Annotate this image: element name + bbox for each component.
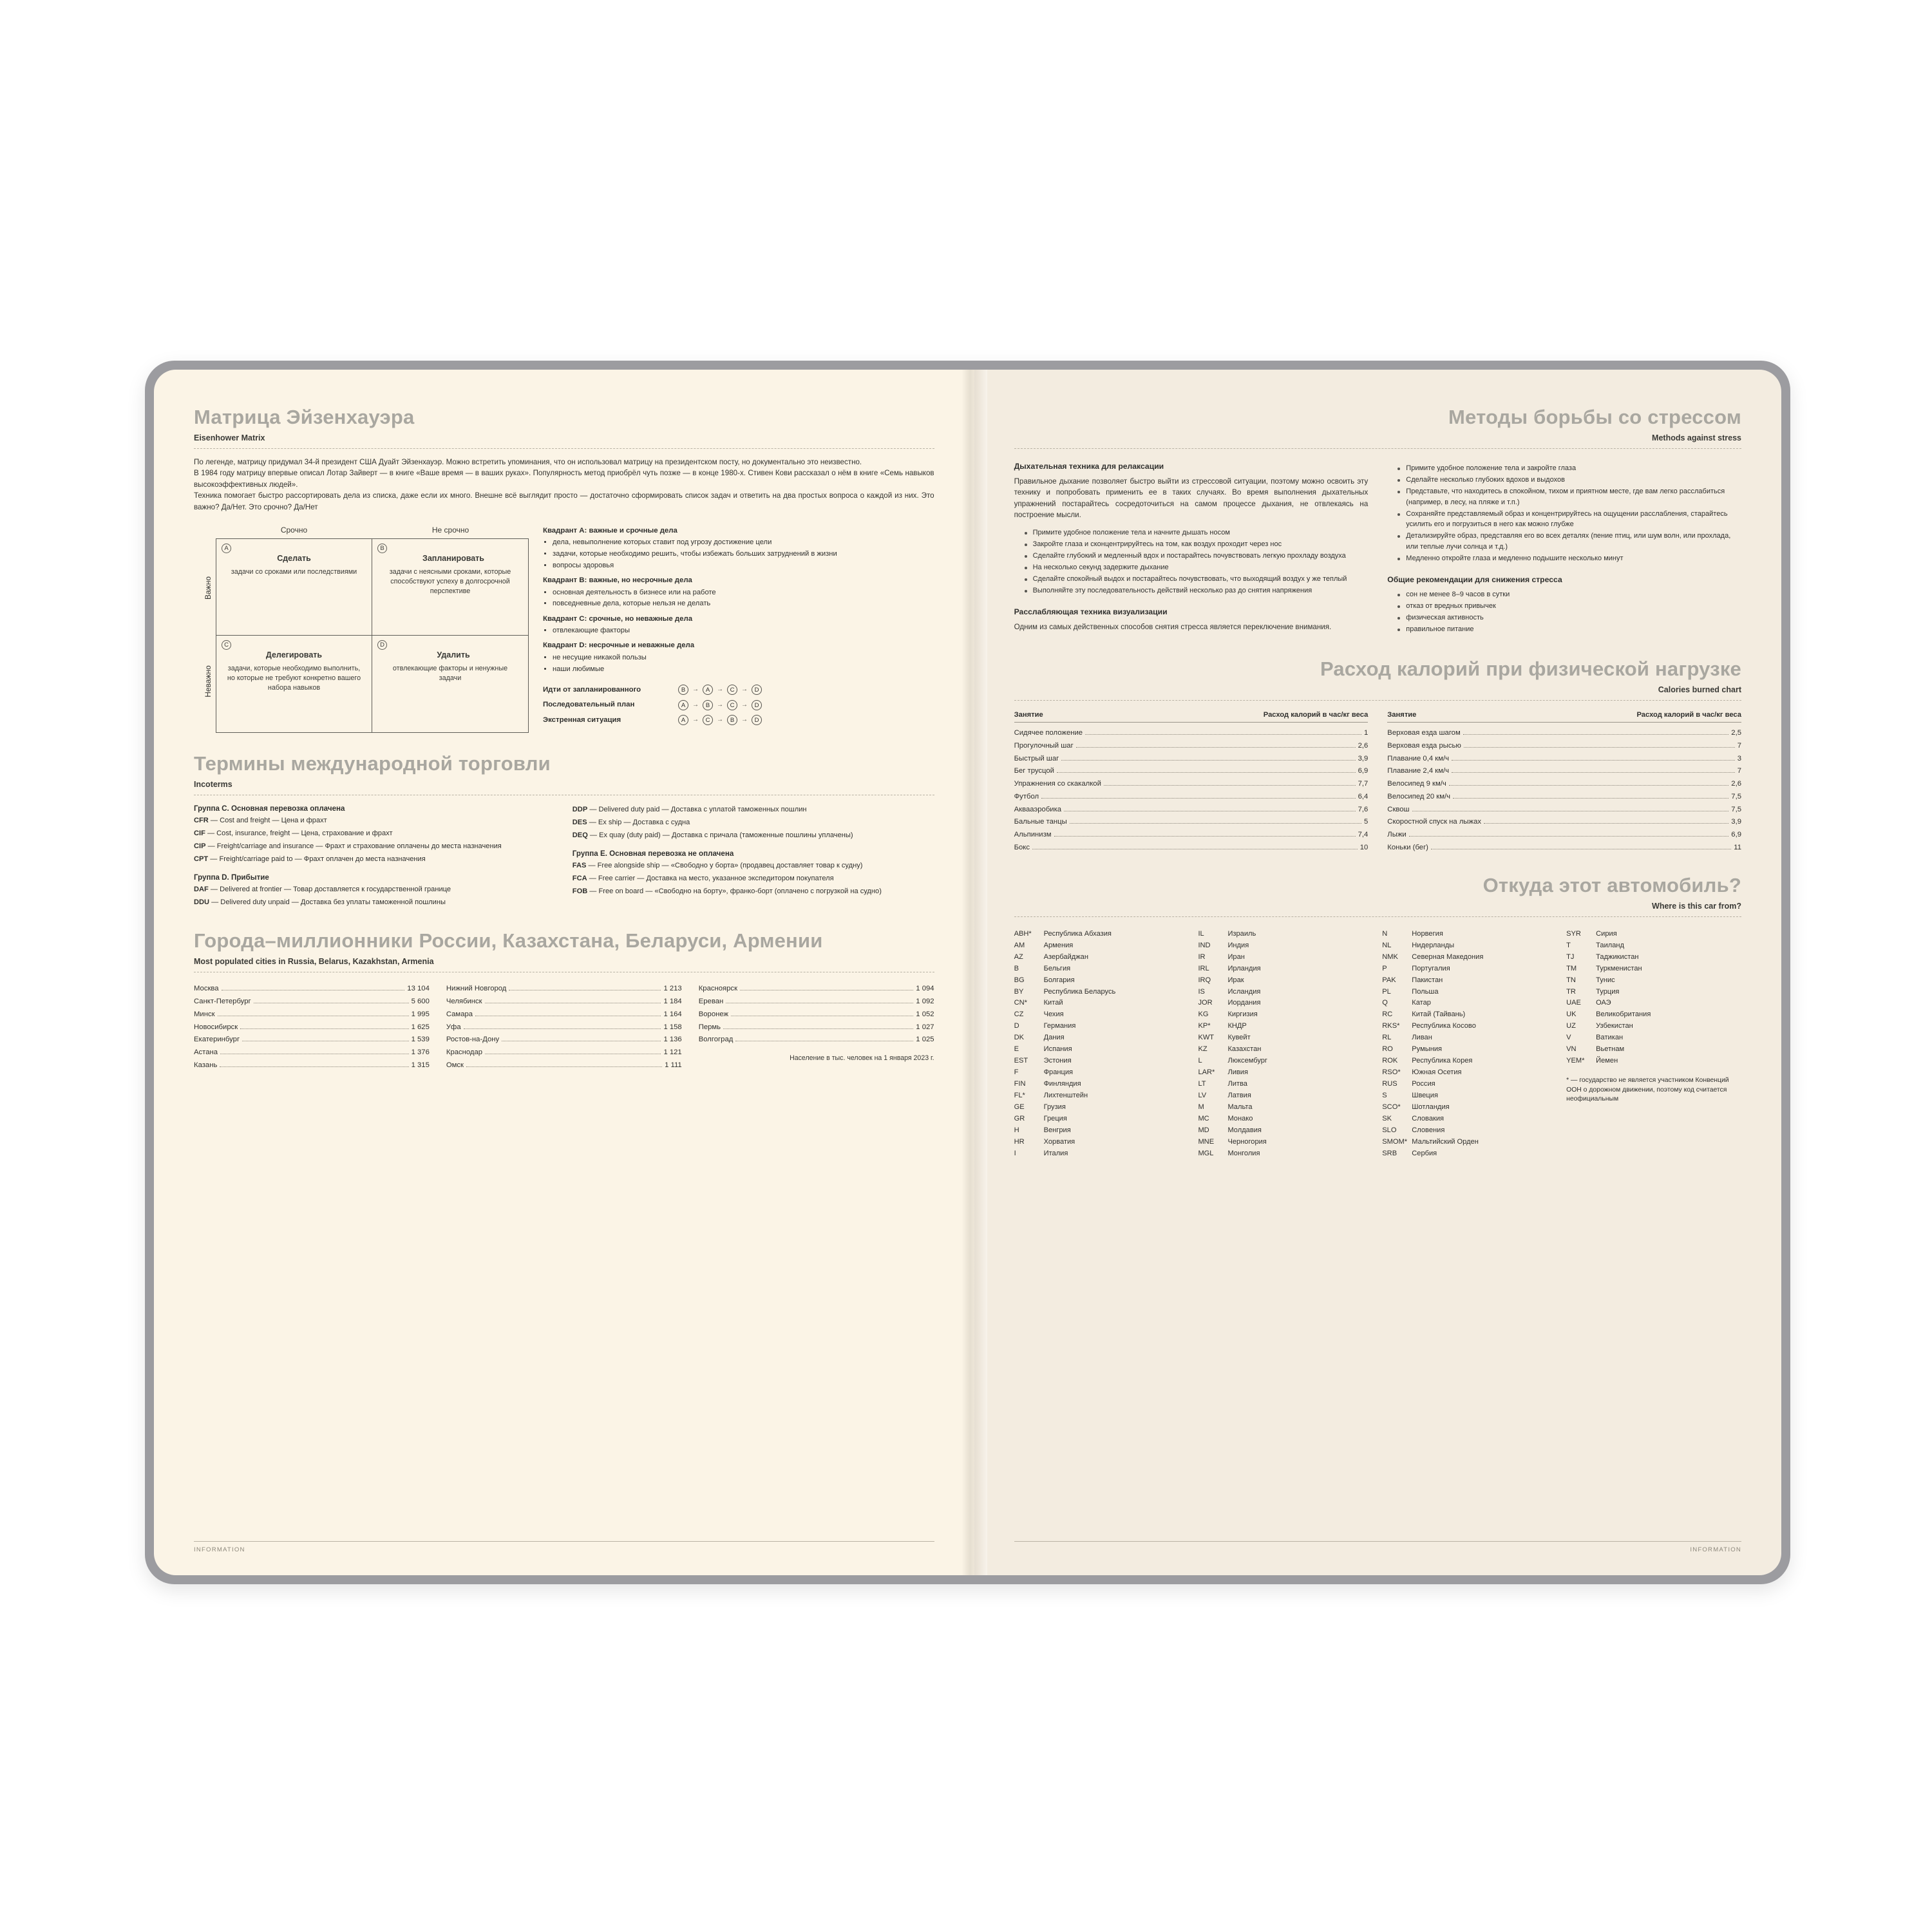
section-eisenhower: [194, 406, 934, 733]
term-abbr: FAS: [572, 862, 587, 870]
list-item: отказ от вредных привычек: [1397, 601, 1741, 612]
flow-node: A: [703, 685, 713, 695]
intro-paragraph-3: Техника помогает быстро рассортировать дела из списка, даже если их много. Внешне всё выглядит просто — достаточно сформировать список задач и ответить на два простых вопроса о каждой из них. Это важно? Да/Нет. Это срочно? Да/Нет: [194, 491, 934, 511]
flow-row: [543, 715, 934, 726]
section-car-codes: [1014, 874, 1741, 1160]
term-text: — Free alongside ship — «Свободно у борта» (продавец доставляет товар к судну): [586, 862, 863, 870]
list-item: Выполняйте эту последовательность действий несколько раз до снятия напряжения: [1025, 585, 1368, 596]
list-item: LT Литва: [1198, 1080, 1247, 1088]
car-codes-column-2: [1198, 929, 1373, 1160]
visualization-intro: Одним из самых действенных способов снятия стресса является переключение внимания.: [1014, 623, 1332, 632]
term-text: — Delivered at frontier — Товар доставляется к государственной границе: [208, 886, 451, 894]
calories-title: Расход калорий при физической нагрузке: [1320, 658, 1741, 680]
list-item: Нижний Новгород 1 213: [446, 985, 682, 993]
list-item: UK Великобритания: [1566, 1010, 1651, 1019]
table-row: Велосипед 20 км/ч 7,5: [1387, 792, 1741, 800]
car-codes-column-3: [1382, 929, 1557, 1160]
cities-column-2: [446, 983, 682, 1072]
table-row: Сидячее положение 1: [1014, 729, 1368, 737]
list-item: TR Турция: [1566, 987, 1620, 996]
term-cip: [194, 841, 556, 851]
incoterms-subtitle: Incoterms: [194, 779, 232, 789]
intro-paragraph-1: По легенде, матрицу придумал 34-й президент США Дуайт Эйзенхауэр. Можно встретить упоминания, что он использовал матрицу на президентском посту, но документально это неизвестно.: [194, 458, 862, 466]
list-item: SMOM* Мальтийский Орден: [1382, 1138, 1479, 1146]
list-item: IR Иран: [1198, 952, 1245, 961]
term-fob: [573, 886, 934, 896]
flow-node: D: [752, 715, 762, 725]
list-item: FL* Лихтенштейн: [1014, 1092, 1088, 1100]
matrix-tag-b: B: [377, 544, 387, 553]
list-item: • отвлекающие факторы: [553, 625, 934, 636]
flow-label: Экстренная ситуация: [543, 716, 621, 724]
left-page-footer: INFORMATION: [194, 1541, 934, 1553]
list-item: физическая активность: [1397, 612, 1741, 623]
list-item: Екатеринбург 1 539: [194, 1036, 430, 1044]
stress-title: Методы борьбы со стрессом: [1448, 406, 1741, 428]
visualization-list: [1387, 463, 1741, 564]
quadrant-descriptions: [543, 526, 934, 733]
flow-node: A: [678, 715, 688, 725]
list-item: • не несущие никакой пользы: [553, 652, 934, 663]
term-cfr: [194, 815, 556, 826]
list-item: IL Израиль: [1198, 929, 1256, 938]
list-item: На несколько секунд задержите дыхание: [1025, 562, 1368, 573]
table-row: Плавание 2,4 км/ч 7: [1387, 767, 1741, 775]
term-ddp: [573, 804, 934, 815]
cities-subtitle: Most populated cities in Russia, Belarus, Kazakhstan, Armenia: [194, 957, 434, 967]
term-abbr: CFR: [194, 816, 209, 824]
table-row: Лыжи 6,9: [1387, 831, 1741, 839]
list-item: L Люксембург: [1198, 1057, 1267, 1065]
list-item: D Германия: [1014, 1022, 1076, 1030]
pages-container: [154, 370, 1781, 1575]
term-text: — Delivered duty paid — Доставка с уплатой таможенных пошлин: [587, 805, 807, 813]
list-item: VN Вьетнам: [1566, 1045, 1625, 1054]
list-item: Закройте глаза и сконцентрируйтесь на том, как воздух проходит через нос: [1025, 539, 1368, 550]
divider: [194, 448, 934, 449]
cars-footnote: * — государство не является участником Конвенций ООН о дорожном движении, поэтому код считается неофициальным: [1566, 1077, 1729, 1103]
list-item: Минск 1 995: [194, 1010, 430, 1018]
table-row: Бег трусцой 6,9: [1014, 767, 1368, 775]
table-row: Футбол 6,4: [1014, 792, 1368, 800]
term-text: — Ex ship — Доставка с судна: [587, 819, 690, 827]
list-item: Москва 13 104: [194, 985, 430, 993]
matrix-col-header-not-urgent: Не срочно: [431, 525, 469, 535]
list-item: HR Хорватия: [1014, 1138, 1075, 1146]
arrow-icon: →: [717, 701, 723, 708]
list-item: UZ Узбекистан: [1566, 1022, 1633, 1030]
car-codes-column-1: [1014, 929, 1189, 1160]
list-item: SRB Сербия: [1382, 1150, 1437, 1158]
table-row: Верховая езда рысью 7: [1387, 741, 1741, 750]
list-item: Детализируйте образ, представляя его во всех деталях (пение птиц, или шум волн, или прохлада, или теплые лучи солнца и т.д.): [1397, 531, 1741, 552]
list-item: M Мальта: [1198, 1103, 1253, 1112]
list-item: CN* Китай: [1014, 999, 1063, 1007]
list-item: AM Армения: [1014, 941, 1074, 949]
list-item: Q Катар: [1382, 999, 1431, 1007]
list-item: V Ватикан: [1566, 1034, 1624, 1042]
term-abbr: DDU: [194, 898, 210, 907]
term-text: — Free on board — «Свободно на борту», франко-борт (оплачено с погрузкой на судно): [587, 887, 882, 896]
column-header-activity: Занятие: [1014, 711, 1043, 719]
list-item: Воронеж 1 052: [698, 1010, 934, 1018]
notebook-spread: [145, 361, 1790, 1584]
list-item: DK Дания: [1014, 1034, 1065, 1042]
list-item: MC Монако: [1198, 1115, 1253, 1123]
arrow-icon: →: [692, 685, 699, 693]
list-item: LAR* Ливия: [1198, 1068, 1249, 1077]
list-item: MGL Монголия: [1198, 1150, 1260, 1158]
list-item: Примите удобное положение тела и начните дышать носом: [1025, 527, 1368, 538]
section-cities: [194, 929, 934, 1072]
list-item: S Швеция: [1382, 1092, 1438, 1100]
incoterms-group-e: Группа E. Основная перевозка не оплачена: [572, 849, 734, 858]
calories-column-2: [1387, 711, 1741, 855]
list-item: • повседневные дела, которые нельзя не делать: [553, 598, 934, 609]
term-deq: [573, 830, 934, 840]
flow-node: C: [703, 715, 713, 725]
term-fas: [573, 860, 934, 871]
term-abbr: DES: [572, 819, 587, 827]
arrow-icon: →: [741, 701, 748, 708]
list-item: Астана 1 376: [194, 1048, 430, 1057]
list-item: FIN Финляндия: [1014, 1080, 1081, 1088]
list-item: SLO Словения: [1382, 1126, 1445, 1135]
table-row: Аквааэробика 7,6: [1014, 805, 1368, 813]
list-item: Сделайте спокойный выдох и постарайтесь почувствовать, что выходящий воздух у же теплый: [1025, 574, 1368, 585]
matrix-tag-d: D: [377, 640, 387, 650]
general-list: [1387, 589, 1741, 635]
table-row: Плавание 0,4 км/ч 3: [1387, 754, 1741, 762]
matrix-row-headers: [194, 538, 216, 733]
section-incoterms: [194, 752, 934, 910]
list-item: • наши любимые: [553, 664, 934, 674]
list-item: Самара 1 164: [446, 1010, 682, 1018]
list-item: P Португалия: [1382, 964, 1450, 972]
breathing-list: [1014, 527, 1368, 596]
divider: [1014, 448, 1741, 449]
matrix-cell-b-title: Запланировать: [422, 553, 484, 563]
car-codes-column-4: [1566, 929, 1741, 1160]
list-item: EST Эстония: [1014, 1057, 1072, 1065]
list-item: RSO* Южная Осетия: [1382, 1068, 1462, 1077]
term-text: — Delivered duty unpaid — Доставка без уплаты таможенной пошлины: [209, 898, 446, 907]
arrow-icon: →: [717, 685, 723, 693]
quadrant-c-head: Квадрант C: срочные, но неважные дела: [543, 614, 693, 623]
list-item: Казань 1 315: [194, 1061, 430, 1070]
table-row: Верховая езда шагом 2,5: [1387, 729, 1741, 737]
term-daf: [194, 884, 556, 895]
list-item: SK Словакия: [1382, 1115, 1444, 1123]
term-cpt: [194, 854, 556, 864]
list-item: Новосибирск 1 625: [194, 1023, 430, 1031]
term-fca: [573, 873, 934, 884]
right-page-footer: INFORMATION: [1014, 1541, 1741, 1553]
matrix-tag-a: A: [222, 544, 231, 553]
list-item: KWT Кувейт: [1198, 1034, 1251, 1042]
list-item: Сделайте глубокий и медленный вдох и постарайтесь почувствовать легкую прохладу воздуха: [1025, 551, 1368, 562]
table-row: Бокс 10: [1014, 843, 1368, 851]
divider: [1014, 700, 1741, 701]
list-item: KZ Казахстан: [1198, 1045, 1262, 1054]
matrix-col-header-urgent: Срочно: [280, 525, 308, 535]
flow-node: B: [727, 715, 737, 725]
list-item: H Венгрия: [1014, 1126, 1071, 1135]
quadrant-a-head: Квадрант A: важные и срочные дела: [543, 526, 677, 535]
matrix-cell-c: [216, 636, 372, 732]
matrix-cell-c-title: Делегировать: [265, 650, 323, 659]
matrix-row-header-not-important: Неважно: [204, 665, 213, 697]
list-item: T Таиланд: [1566, 941, 1625, 949]
list-item: Краснодар 1 121: [446, 1048, 682, 1057]
column-header-value: Расход калорий в час/кг веса: [1636, 711, 1741, 719]
list-item: SCO* Шотландия: [1382, 1103, 1450, 1112]
list-item: SYR Сирия: [1566, 929, 1617, 938]
list-item: F Франция: [1014, 1068, 1074, 1077]
stress-subtitle: Methods against stress: [1652, 433, 1741, 442]
flow-node: D: [752, 685, 762, 695]
list-item: IRQ Ирак: [1198, 976, 1244, 984]
term-des: [573, 817, 934, 828]
incoterms-group-c: Группа C. Основная перевозка оплачена: [194, 804, 345, 813]
list-item: IRL Ирландия: [1198, 964, 1261, 972]
list-item: ABH* Республика Абхазия: [1014, 929, 1112, 938]
list-item: • вопросы здоровья: [553, 560, 934, 571]
matrix-cell-c-text: задачи, которые необходимо выполнить, но которые не требуют конкретно вашего набора навыков: [227, 665, 361, 692]
table-row: Упражнения со скакалкой 7,7: [1014, 780, 1368, 788]
list-item: • дела, невыполнение которых ставит под угрозу достижение цели: [553, 537, 934, 547]
flow-label: Идти от запланированного: [543, 685, 641, 694]
term-abbr: CIP: [194, 842, 206, 851]
list-item: UAE ОАЭ: [1566, 999, 1611, 1007]
list-item: N Норвегия: [1382, 929, 1443, 938]
list-item: • задачи, которые необходимо решить, чтобы избежать больших затруднений в жизни: [553, 549, 934, 559]
cities-column-1: [194, 983, 430, 1072]
list-item: I Италия: [1014, 1150, 1068, 1158]
term-text: — Freight/carriage paid to — Фрахт оплачен до места назначения: [208, 855, 426, 864]
table-row: Коньки (бег) 11: [1387, 843, 1741, 851]
flow-node: C: [727, 700, 737, 710]
list-item: сон не менее 8–9 часов в сутки: [1397, 589, 1741, 600]
section-stress: [1014, 406, 1741, 636]
term-abbr: DDP: [572, 805, 588, 813]
list-item: Ростов-на-Дону 1 136: [446, 1036, 682, 1044]
list-item: RKS* Республика Косово: [1382, 1022, 1476, 1030]
flow-node: B: [678, 685, 688, 695]
list-item: B Бельгия: [1014, 964, 1071, 972]
list-item: E Испания: [1014, 1045, 1072, 1054]
quadrant-d-head: Квадрант D: несрочные и неважные дела: [543, 641, 695, 650]
table-row: Быстрый шаг 3,9: [1014, 754, 1368, 762]
term-text: — Cost, insurance, freight — Цена, страхование и фрахт: [205, 829, 393, 838]
quadrant-b-head: Квадрант B: важные, но несрочные дела: [543, 576, 692, 585]
flow-node: A: [678, 700, 688, 710]
term-ddu: [194, 897, 556, 907]
incoterms-group-d: Группа D. Прибытие: [194, 873, 269, 882]
list-item: IS Исландия: [1198, 987, 1261, 996]
term-abbr: CPT: [194, 855, 209, 864]
table-row: Скоростной спуск на лыжах 3,9: [1387, 818, 1741, 826]
term-text: — Ex quay (duty paid) — Доставка с причала (таможенные пошлины уплачены): [587, 831, 853, 840]
cities-note: Население в тыс. человек на 1 января 2023 г.: [790, 1054, 934, 1063]
visualization-heading: Расслабляющая техника визуализации: [1014, 607, 1168, 617]
list-item: Представьте, что находитесь в спокойном, тихом и приятном месте, где вам легко расслабиться (например, в лесу, на пляже и т.п.): [1397, 486, 1741, 507]
list-item: GR Греция: [1014, 1115, 1067, 1123]
matrix-tag-c: C: [222, 640, 231, 650]
list-item: правильное питание: [1397, 624, 1741, 635]
list-item: RUS Россия: [1382, 1080, 1435, 1088]
list-item: NL Нидерланды: [1382, 941, 1455, 949]
matrix-cell-a: [216, 539, 372, 636]
calories-subtitle: Calories burned chart: [1658, 685, 1741, 694]
list-item: Ереван 1 092: [698, 998, 934, 1006]
term-abbr: FOB: [572, 887, 588, 896]
list-item: RO Румыния: [1382, 1045, 1443, 1054]
list-item: MNE Черногория: [1198, 1138, 1267, 1146]
cars-subtitle: Where is this car from?: [1652, 901, 1741, 911]
arrow-icon: →: [692, 701, 699, 708]
list-item: AZ Азербайджан: [1014, 952, 1088, 961]
matrix-row-header-important: Важно: [204, 576, 213, 600]
general-heading: Общие рекомендации для снижения стресса: [1387, 575, 1562, 584]
list-item: Омск 1 111: [446, 1061, 682, 1070]
term-abbr: CIF: [194, 829, 205, 838]
list-item: • основная деятельность в бизнесе или на работе: [553, 587, 934, 598]
table-row: Бальные танцы 5: [1014, 818, 1368, 826]
arrow-icon: →: [717, 716, 723, 724]
intro-paragraph-2: В 1984 году матрицу впервые описал Лотар Зайверт — в книге «Ваше время — в ваших руках». Популярность метод приобрёл чуть позже — в конце 1980-х. Стивен Кови рассказал о нём в книге «Семь навыков высокоэффективных людей».: [194, 469, 934, 489]
page-title: Матрица Эйзенхауэра: [194, 406, 415, 428]
term-text: — Free carrier — Доставка на место, указанное экспедитором покупателя: [587, 875, 834, 883]
column-header-value: Расход калорий в час/кг веса: [1263, 711, 1368, 719]
list-item: BG Болгария: [1014, 976, 1075, 984]
list-item: Пермь 1 027: [698, 1023, 934, 1031]
list-item: Челябинск 1 184: [446, 998, 682, 1006]
list-item: KG Киргизия: [1198, 1010, 1258, 1019]
flow-node: D: [752, 700, 762, 710]
arrow-icon: →: [741, 716, 748, 724]
list-item: TN Тунис: [1566, 976, 1615, 984]
table-row: Альпинизм 7,4: [1014, 831, 1368, 839]
list-item: RL Ливан: [1382, 1034, 1432, 1042]
matrix-cell-a-text: задачи со сроками или последствиями: [231, 568, 357, 576]
term-cif: [194, 828, 556, 838]
list-item: TM Туркменистан: [1566, 964, 1642, 972]
divider: [1014, 916, 1741, 917]
matrix-cell-d-title: Удалить: [437, 650, 470, 659]
term-text: — Cost and freight — Цена и фрахт: [208, 816, 327, 824]
list-item: Красноярск 1 094: [698, 985, 934, 993]
list-item: GE Грузия: [1014, 1103, 1066, 1112]
arrow-icon: →: [692, 716, 699, 724]
term-text: — Freight/carriage and insurance — Фрахт и страхование оплачены до места назначения: [205, 842, 502, 851]
list-item: Санкт-Петербург 5 600: [194, 998, 430, 1006]
list-item: Медленно откройте глаза и медленно подышите несколько минут: [1397, 553, 1741, 564]
list-item: RC Китай (Тайвань): [1382, 1010, 1466, 1019]
table-row: Сквош 7,5: [1387, 805, 1741, 813]
list-item: TJ Таджикистан: [1566, 952, 1639, 961]
term-abbr: FCA: [572, 875, 587, 883]
list-item: LV Латвия: [1198, 1092, 1251, 1100]
matrix-cell-d: [372, 636, 528, 732]
list-item: NMK Северная Македония: [1382, 952, 1484, 961]
matrix-cell-b: [372, 539, 528, 636]
matrix-cell-b-text: задачи с неясными сроками, которые способствуют успеху в долгосрочной перспективе: [389, 568, 511, 595]
breathing-heading: Дыхательная техника для релаксации: [1014, 462, 1164, 471]
list-item: PAK Пакистан: [1382, 976, 1443, 984]
list-item: Сделайте несколько глубоких вдохов и выдохов: [1397, 475, 1741, 486]
eisenhower-matrix: [194, 526, 529, 733]
list-item: MD Молдавия: [1198, 1126, 1262, 1135]
list-item: Сохраняйте представляемый образ и концентрируйтесь на ощущении расслабления, старайтесь усилить его и погрузиться в него как можно глубже: [1397, 509, 1741, 530]
table-row: Прогулочный шаг 2,6: [1014, 741, 1368, 750]
term-abbr: DEQ: [572, 831, 588, 840]
section-calories: [1014, 658, 1741, 855]
matrix-cell-d-text: отвлекающие факторы и ненужные задачи: [392, 665, 508, 683]
term-abbr: DAF: [194, 886, 209, 894]
flow-row: [543, 685, 934, 696]
list-item: ROK Республика Корея: [1382, 1057, 1473, 1065]
flow-row: [543, 699, 934, 710]
flow-node: B: [703, 700, 713, 710]
list-item: Уфа 1 158: [446, 1023, 682, 1031]
section-subtitle: Eisenhower Matrix: [194, 433, 265, 442]
cities-column-3: [699, 983, 934, 1072]
breathing-intro: Правильное дыхание позволяет быстро выйти из стрессовой ситуации, поэтому можно освоить эту технику и попробовать применить ее в таких случаях. Во время выполнения дыхательных упражнений постарайтесь сосредоточиться на самом процессе дыхания, не отвлекаясь на построение мысли.: [1014, 477, 1368, 520]
calories-column-1: [1014, 711, 1368, 855]
list-item: KP* КНДР: [1198, 1022, 1247, 1030]
matrix-cell-a-title: Сделать: [277, 553, 311, 563]
flow-diagrams: [543, 685, 934, 726]
cars-title: Откуда этот автомобиль?: [1482, 873, 1741, 896]
cities-title: Города–миллионники России, Казахстана, Беларуси, Армении: [194, 929, 823, 952]
page-gutter-shadow: [961, 370, 987, 1575]
list-item: IND Индия: [1198, 941, 1249, 949]
column-header-activity: Занятие: [1387, 711, 1417, 719]
left-page: [154, 370, 974, 1575]
list-item: PL Польша: [1382, 987, 1439, 996]
flow-node: C: [727, 685, 737, 695]
arrow-icon: →: [741, 685, 748, 693]
list-item: YEM* Йемен: [1566, 1057, 1618, 1065]
list-item: JOR Иордания: [1198, 999, 1261, 1007]
table-row: Велосипед 9 км/ч 2,6: [1387, 780, 1741, 788]
flow-label: Последовательный план: [543, 701, 635, 709]
list-item: Волгоград 1 025: [698, 1036, 934, 1044]
right-page: [974, 370, 1781, 1575]
list-item: CZ Чехия: [1014, 1010, 1064, 1019]
incoterms-title: Термины международной торговли: [194, 752, 551, 775]
list-item: BY Республика Беларусь: [1014, 987, 1116, 996]
list-item: Примите удобное положение тела и закройте глаза: [1397, 463, 1741, 474]
